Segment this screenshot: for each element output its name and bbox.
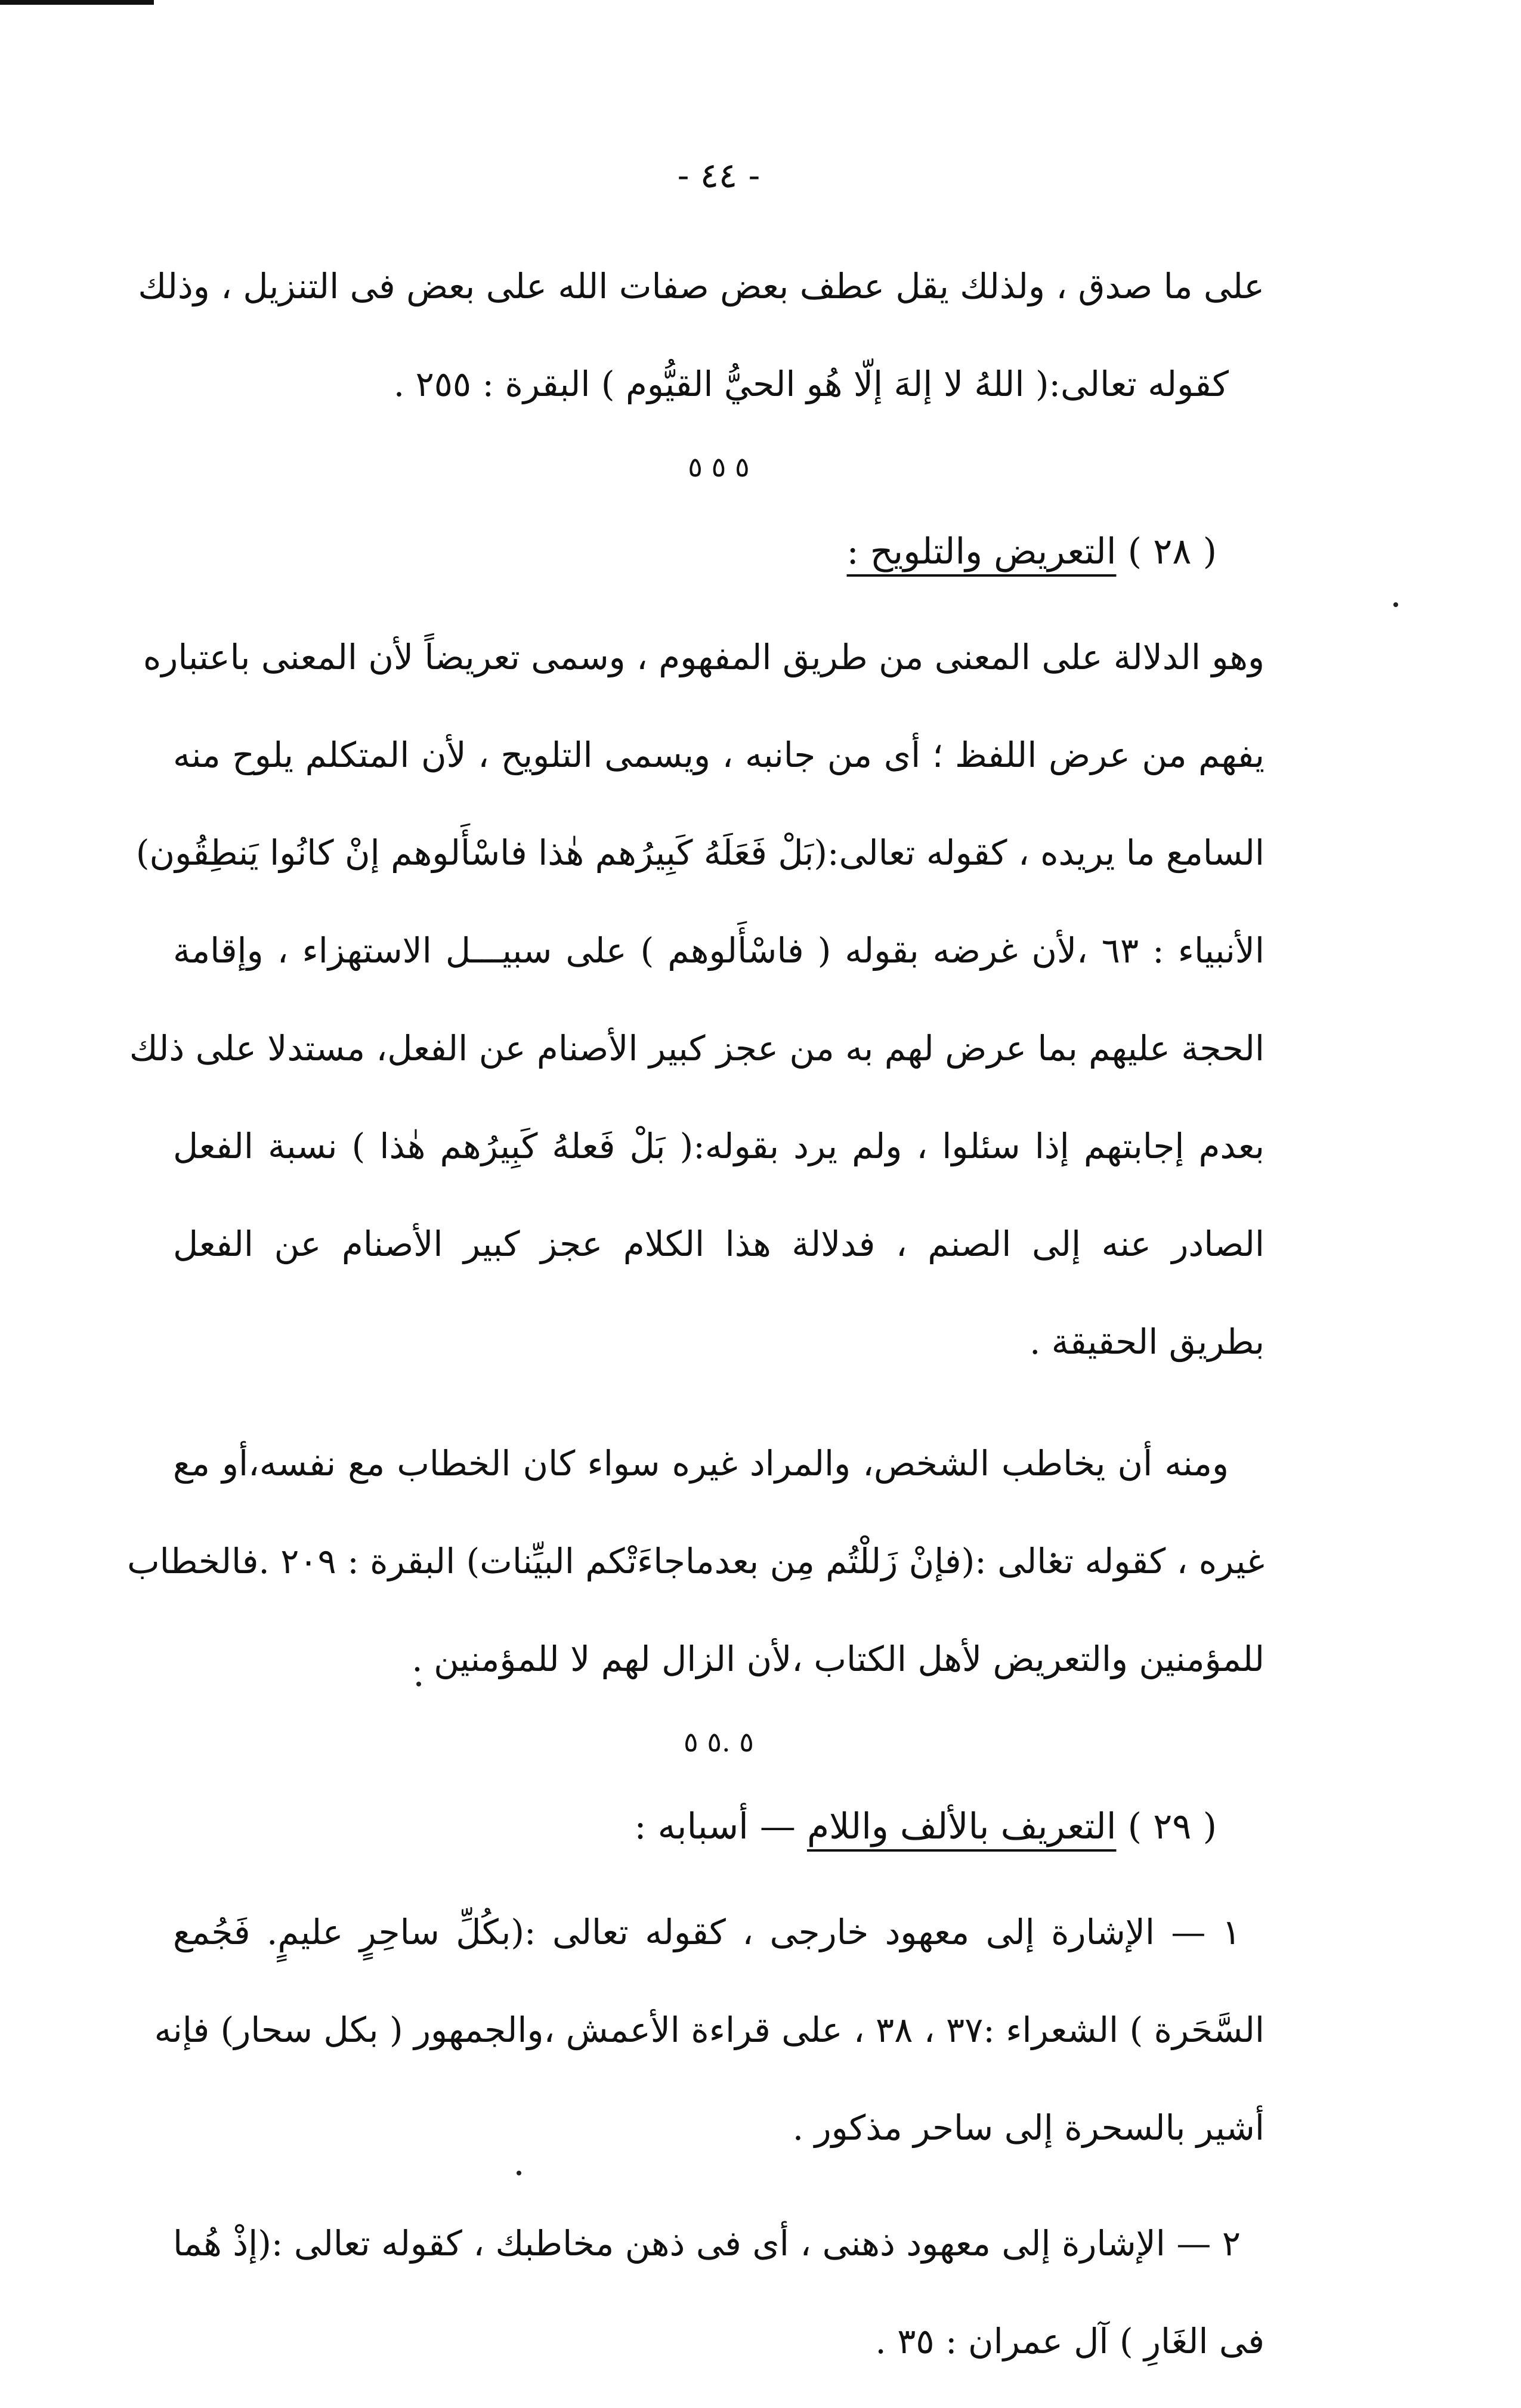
corner-rule bbox=[0, 0, 154, 5]
text-line: على ما صدق ، ولذلك يقل عطف بعض صفات الله على بعض فى التنزيل ، وذلك bbox=[138, 266, 1265, 307]
text-line: أشير بالسحرة إلى ساحر مذكور . bbox=[792, 2107, 1265, 2148]
text-line: الأنبياء : ٦٣ ،لأن غرضه بقوله ( فاسْأَلوهم ) على سبيـــل الاستهزاء ، وإقامة bbox=[173, 930, 1265, 971]
section-28-paragraph-2 bbox=[127, 1415, 1265, 1708]
text-line: بعدم إجابتهم إذا سئلوا ، ولم يرد بقوله:( بَلْ فَعلهُ كَبِيرُهم هٰذا ) نسبة الفعل bbox=[173, 1126, 1265, 1166]
section-title: التعريض والتلويح : bbox=[846, 531, 1117, 572]
text-line: ومنه أن يخاطب الشخص، والمراد غيره سواء كان الخطاب مع نفسه،أو مع bbox=[173, 1443, 1229, 1484]
section-28-paragraph-1 bbox=[129, 608, 1265, 1391]
section-subtitle: — أسبابه : bbox=[634, 1806, 796, 1847]
section-separator: ٥ ٥ ٥ bbox=[688, 451, 750, 483]
top-paragraph bbox=[138, 237, 1265, 433]
section-title: التعريف بالألف واللام bbox=[806, 1806, 1117, 1847]
speck bbox=[1393, 602, 1398, 607]
text-line: ٢ — الإشارة إلى معهود ذهنى ، أى فى ذهن مخاطبك ، كقوله تعالى :(إذْ هُما bbox=[173, 2223, 1241, 2264]
text-line: السَّحَرة ) الشعراء :٣٧ ، ٣٨ ، على قراءة الأعمش ،والجمهور ( بكل سحار) فإنه bbox=[154, 2010, 1265, 2050]
section-separator: ٥ .٥ ٥ bbox=[683, 1726, 755, 1758]
book-page bbox=[127, 107, 1265, 2408]
section-number: ( ٢٩ ) bbox=[1127, 1806, 1217, 1847]
page-number: - ٤٤ - bbox=[677, 155, 760, 196]
text-line: الصادر عنه إلى الصنم ، فدلالة هذا الكلام عجز كبير الأصنام عن الفعل bbox=[173, 1224, 1265, 1264]
text-line: للمؤمنين والتعريض لأهل الكتاب ،لأن الزال لهم لا للمؤمنين . bbox=[412, 1639, 1265, 1679]
section-29-item-2 bbox=[173, 2195, 1265, 2390]
text-line: الحجة عليهم بما عرض لهم به من عجز كبير الأصنام عن الفعل، مستدلا على ذلك bbox=[129, 1028, 1265, 1069]
section-29-item-1 bbox=[154, 1883, 1265, 2177]
section-heading-28 bbox=[173, 507, 1217, 596]
section-heading-29 bbox=[173, 1782, 1217, 1871]
text-line: يفهم من عرض اللفظ ؛ أى من جانبه ، ويسمى التلويح ، لأن المتكلم يلوح منه bbox=[173, 735, 1265, 775]
text-line: فى الغَارِ ) آل عمران : ٣٥ . bbox=[875, 2321, 1265, 2361]
text-line: السامع ما يريده ، كقوله تعالى:(بَلْ فَعَلَهُ كَبِيرُهم هٰذا فاسْأَلوهم إنْ كانُوا يَنطِقُون) bbox=[135, 832, 1265, 873]
text-line: ١ — الإشارة إلى معهود خارجى ، كقوله تعالى :(بكُلِّ ساحِرٍ عليمٍ. فَجُمع bbox=[173, 1912, 1241, 1952]
text-line: بطريق الحقيقة . bbox=[1029, 1321, 1265, 1362]
section-number: ( ٢٨ ) bbox=[1127, 531, 1217, 572]
text-line: غيره ، كقوله تعالى :(فإنْ زَللْتُم مِن بعدماجاءَتْكم البيِّنات) البقرة : ٢٠٩ .فالخطاب bbox=[127, 1541, 1265, 1581]
text-line: كقوله تعالى:( اللهُ لا إلهَ إلّا هُو الحيُّ القيُّوم ) البقرة : ٢٥٥ . bbox=[393, 364, 1229, 404]
text-line: وهو الدلالة على المعنى من طريق المفهوم ، وسمى تعريضاً لأن المعنى باعتباره bbox=[143, 637, 1265, 677]
